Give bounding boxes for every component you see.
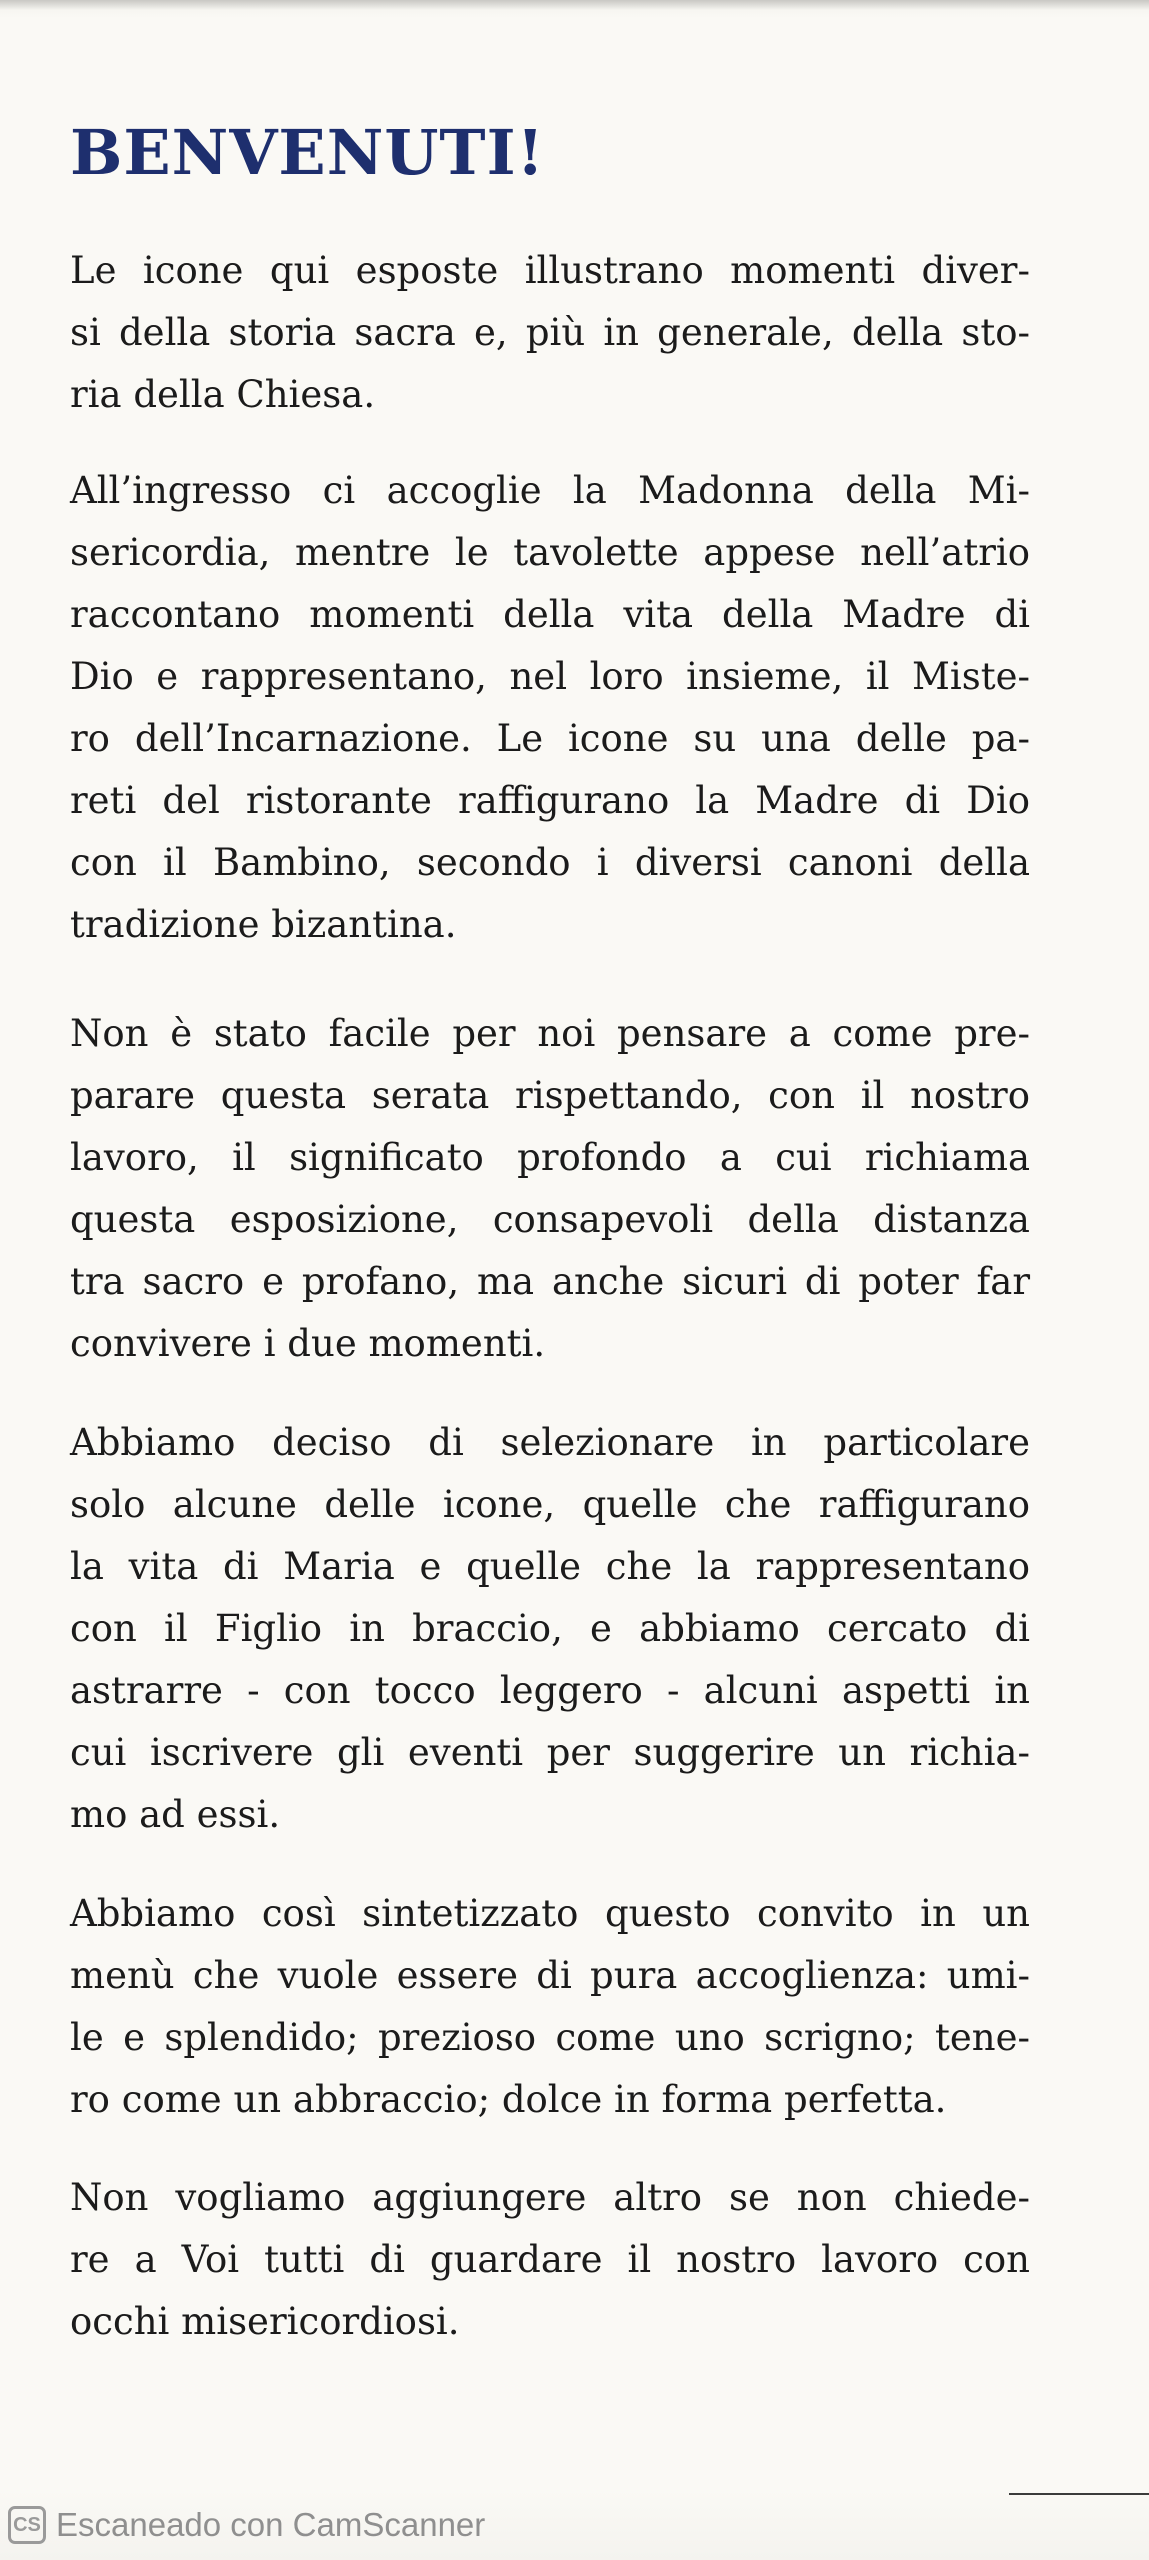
text-line: con il Bambino, secondo i diversi canoni della — [70, 841, 1030, 884]
text-line: Le icone qui esposte illustrano momenti diver- — [70, 249, 1030, 292]
text-line: mo ad essi. — [70, 1793, 281, 1836]
text-line: Abbiamo così sintetizzato questo convito in un — [70, 1892, 1030, 1935]
paragraph-closing — [70, 2167, 1030, 2353]
text-line: la vita di Maria e quelle che la rappresentano — [70, 1545, 1030, 1588]
text-line: questa esposizione, consapevoli della distanza — [70, 1198, 1030, 1241]
text-line: convivere i due momenti. — [70, 1322, 546, 1365]
text-line: solo alcune delle icone, quelle che raffigurano — [70, 1483, 1030, 1526]
text-line: sericordia, mentre le tavolette appese nell’atrio — [70, 531, 1030, 574]
text-line: Non vogliamo aggiungere altro se non chiede- — [70, 2176, 1030, 2219]
text-line: tra sacro e profano, ma anche sicuri di poter far — [70, 1260, 1030, 1303]
text-line: cui iscrivere gli eventi per suggerire un richia- — [70, 1731, 1030, 1774]
paragraph-entrance — [70, 460, 1030, 956]
text-line: con il Figlio in braccio, e abbiamo cercato di — [70, 1607, 1030, 1650]
paragraph-intro — [70, 240, 1030, 426]
text-line: astrarre - con tocco leggero - alcuni aspetti in — [70, 1669, 1030, 1712]
text-line: menù che vuole essere di pura accoglienza: umi- — [70, 1954, 1030, 1997]
paragraph-selection — [70, 1412, 1030, 1846]
text-line: le e splendido; prezioso come uno scrigno; tene- — [70, 2016, 1030, 2059]
text-line: All’ingresso ci accoglie la Madonna della Mi- — [70, 469, 1030, 512]
camscanner-logo-icon: CS — [8, 2506, 46, 2544]
text-line: ria della Chiesa. — [70, 373, 376, 416]
text-line: raccontano momenti della vita della Madre di — [70, 593, 1030, 636]
watermark-text: Escaneado con CamScanner — [56, 2506, 486, 2543]
camscanner-watermark — [8, 2503, 485, 2547]
text-line: Abbiamo deciso di selezionare in particolare — [70, 1421, 1030, 1464]
text-line: Non è stato facile per noi pensare a come pre- — [70, 1012, 1030, 1055]
text-line: Dio e rappresentano, nel loro insieme, il Miste- — [70, 655, 1030, 698]
text-line: si della storia sacra e, più in generale, della sto- — [70, 311, 1030, 354]
text-line: reti del ristorante raffigurano la Madre di Dio — [70, 779, 1030, 822]
page-top-edge — [0, 0, 1149, 10]
page-title: BENVENUTI! — [70, 116, 545, 189]
text-line: re a Voi tutti di guardare il nostro lavoro con — [70, 2238, 1030, 2281]
text-line: tradizione bizantina. — [70, 903, 457, 946]
paragraph-evening — [70, 1003, 1030, 1375]
text-line: ro dell’Incarnazione. Le icone su una delle pa- — [70, 717, 1030, 760]
footer-rule — [1009, 2493, 1149, 2495]
paragraph-menu — [70, 1883, 1030, 2131]
text-line: occhi misericordiosi. — [70, 2300, 460, 2343]
text-line: parare questa serata rispettando, con il nostro — [70, 1074, 1030, 1117]
text-line: lavoro, il significato profondo a cui richiama — [70, 1136, 1030, 1179]
text-line: ro come un abbraccio; dolce in forma perfetta. — [70, 2078, 947, 2121]
